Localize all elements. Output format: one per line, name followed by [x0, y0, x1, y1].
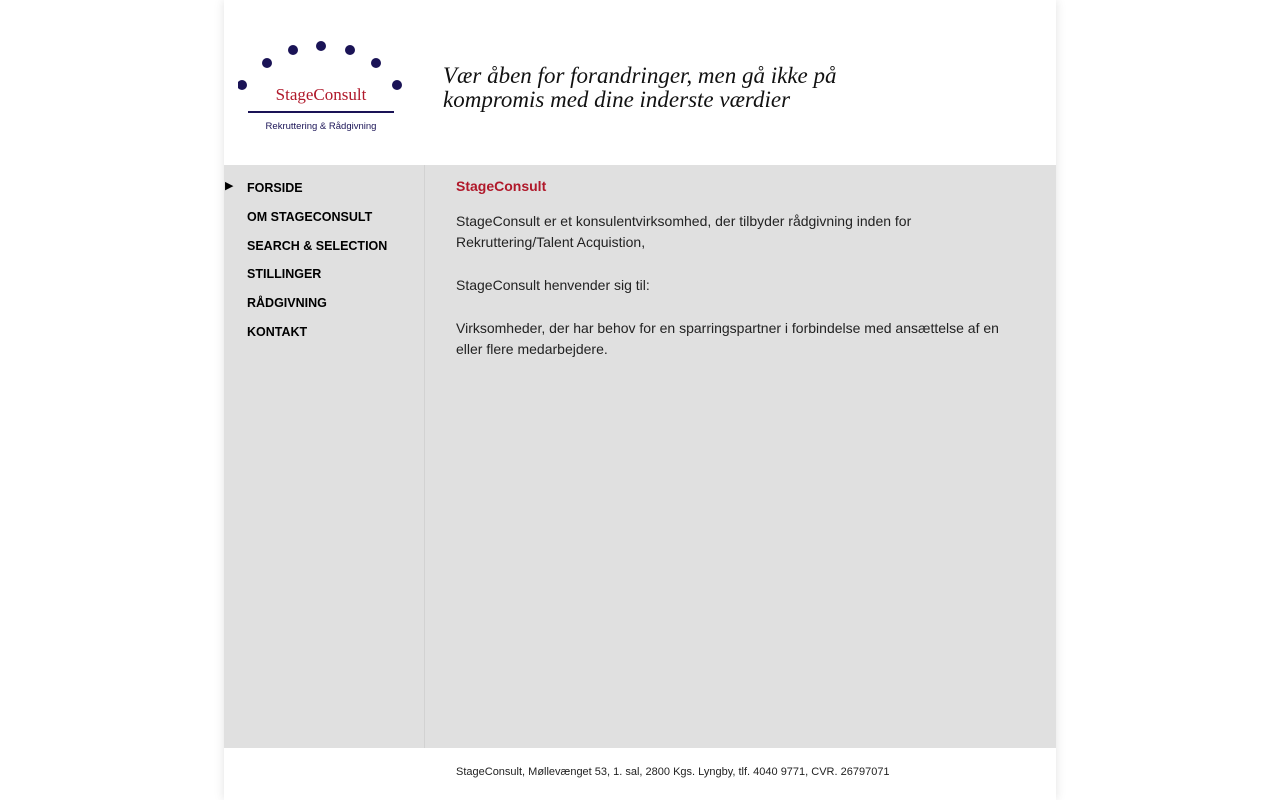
nav-item-search-selection[interactable]	[224, 233, 424, 262]
nav-item-label: STILLINGER	[247, 267, 322, 282]
main-nav	[224, 175, 424, 348]
paragraph-audience: Virksomheder, der har behov for en sparringspartner i forbindelse med ansættelse af en eller flere medarbejdere.	[456, 320, 999, 357]
paragraph-audience-heading: StageConsult henvender sig til:	[456, 277, 650, 293]
nav-item-label: KONTAKT	[247, 324, 308, 339]
nav-item-om-stageconsult[interactable]	[224, 204, 424, 233]
tagline	[443, 64, 903, 112]
page-title: StageConsult	[456, 178, 547, 194]
paragraph-intro: StageConsult er et konsulentvirksomhed, der tilbyder rådgivning inden for Rekruttering/Talent Acquistion,	[456, 213, 912, 250]
main-content	[425, 165, 1056, 748]
sidebar	[224, 165, 424, 748]
content-body	[456, 177, 1021, 382]
header	[224, 0, 1056, 165]
active-marker-icon: ▶	[225, 180, 234, 192]
tagline-line-2: kompromis med dine inderste værdier	[443, 87, 791, 112]
footer	[224, 748, 1056, 800]
tagline-line-1: Vær åben for forandringer, men gå ikke på	[443, 63, 837, 88]
nav-item-raadgivning[interactable]	[224, 290, 424, 319]
logo-name: StageConsult	[275, 85, 367, 104]
nav-item-stillinger[interactable]	[224, 261, 424, 290]
logo-subtitle: Rekruttering & Rådgivning	[265, 121, 377, 132]
page-container	[224, 0, 1056, 800]
nav-item-kontakt[interactable]	[224, 319, 424, 348]
stageconsult-logo[interactable]	[238, 38, 408, 138]
nav-item-label: RÅDGIVNING	[247, 296, 327, 311]
nav-item-label: OM STAGECONSULT	[247, 209, 373, 224]
nav-item-label: FORSIDE	[247, 181, 303, 195]
nav-item-label: SEARCH & SELECTION	[247, 238, 388, 253]
footer-address: StageConsult, Møllevænget 53, 1. sal, 2800 Kgs. Lyngby, tlf. 4040 9771, CVR. 26797071	[456, 766, 890, 778]
nav-item-forside[interactable]	[224, 175, 424, 204]
